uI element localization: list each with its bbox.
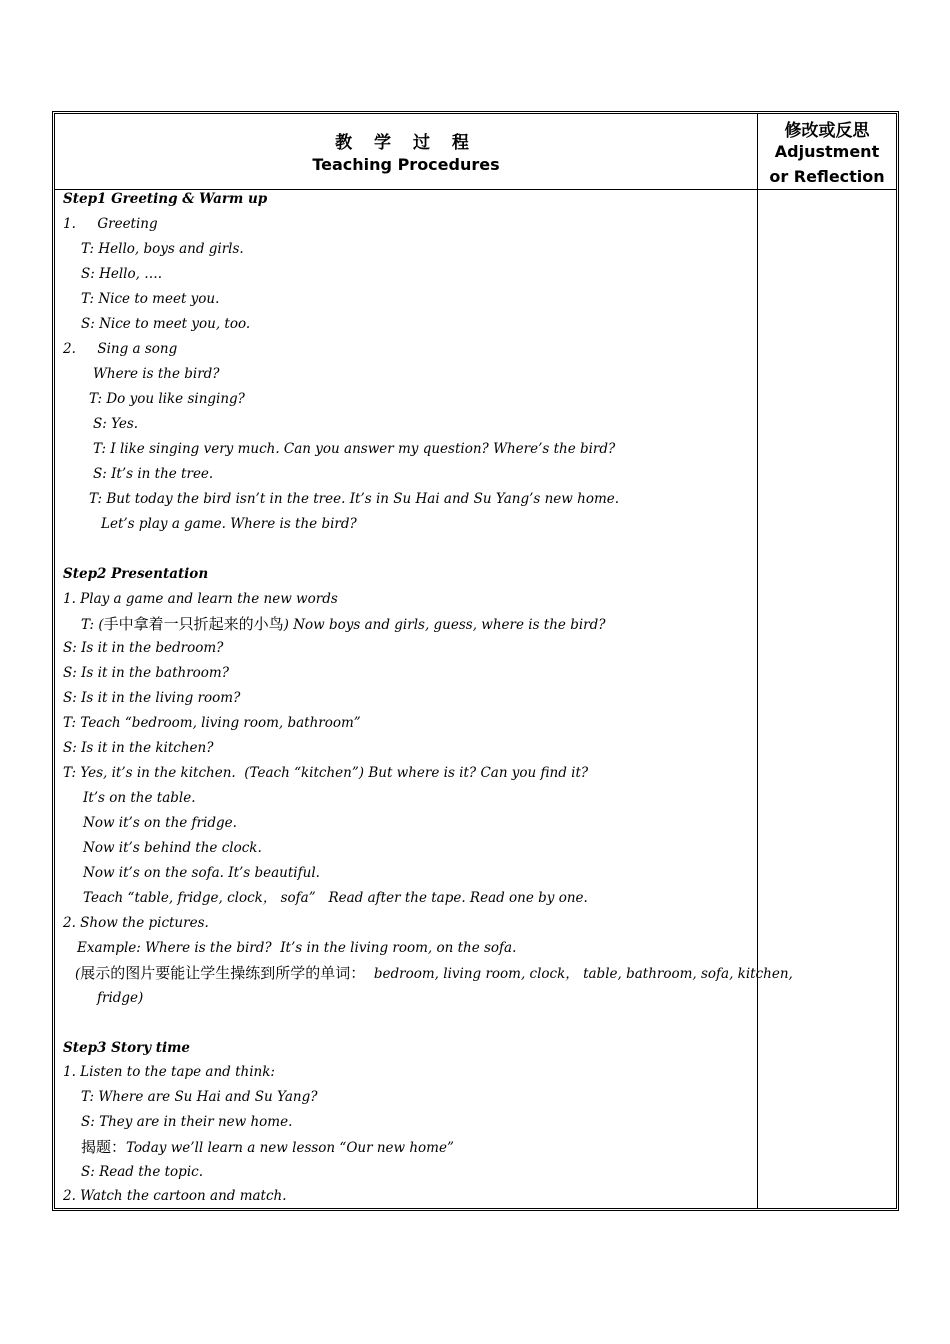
text-line: T: I like singing very much. Can you answer my question? Where’s the bird? — [93, 441, 616, 457]
column-divider — [757, 114, 758, 1208]
reflection-header — [758, 114, 896, 189]
text-span: T: ( — [81, 617, 104, 633]
procedures-title-en: Teaching Procedures — [312, 155, 500, 174]
text-line: Example: Where is the bird? It’s in the living room, on the sofa. — [77, 940, 517, 956]
text-span: Today we’ll learn a new lesson “Our new home” — [126, 1140, 454, 1156]
procedures-title-zh: 教 学 过 程 — [335, 133, 477, 153]
text-line: S: Read the topic. — [81, 1164, 203, 1180]
text-line: T: Where are Su Hai and Su Yang? — [81, 1089, 318, 1105]
text-line: S: Yes. — [93, 416, 139, 432]
step3-heading: Step3 Story time — [63, 1040, 190, 1056]
text-line: Teach “table, fridge, clock， sofa” Read after the tape. Read one by one. — [83, 890, 588, 906]
text-line: T: Hello, boys and girls. — [81, 241, 244, 257]
step1-heading: Step1 Greeting & Warm up — [63, 191, 268, 207]
reflection-title-en-2: or Reflection — [769, 167, 885, 186]
text-span-zh: 手中拿着一只折起来的小鸟 — [103, 615, 284, 633]
text-line: S: It’s in the tree. — [93, 466, 214, 482]
text-line: Let’s play a game. Where is the bird? — [101, 516, 357, 532]
reflection-title-en-1: Adjustment — [774, 142, 880, 161]
text-line: Now it’s on the sofa. It’s beautiful. — [83, 865, 320, 881]
procedures-header — [55, 114, 757, 189]
text-line: T: Teach “bedroom, living room, bathroom” — [63, 715, 361, 731]
text-line: Now it’s behind the clock. — [83, 840, 262, 856]
text-line — [81, 615, 606, 634]
step2-heading: Step2 Presentation — [63, 566, 209, 582]
text-span: bedroom, living room, clock， table, bathroom, sofa, kitchen, — [365, 966, 793, 982]
text-line: 2. Watch the cartoon and match. — [63, 1188, 287, 1204]
text-line: T: But today the bird isn’t in the tree. It’s in Su Hai and Su Yang’s new home. — [89, 491, 620, 507]
text-line: T: Do you like singing? — [89, 391, 245, 407]
text-line — [75, 964, 793, 983]
text-line: It’s on the table. — [83, 790, 196, 806]
text-line — [81, 1138, 454, 1157]
reflection-title-zh: 修改或反思 — [784, 121, 870, 141]
text-line: fridge) — [97, 990, 144, 1006]
text-span: ) Now boys and girls, guess, where is the bird? — [283, 617, 606, 633]
text-span: ( — [75, 966, 81, 982]
text-line: S: Hello, …. — [81, 266, 162, 282]
text-line: 2. Show the pictures. — [63, 915, 209, 931]
text-line: S: Nice to meet you, too. — [81, 316, 251, 332]
text-line: T: Yes, it’s in the kitchen. (Teach “kitchen”) But where is it? Can you find it? — [63, 765, 589, 781]
text-line: 1. Greeting — [63, 216, 158, 232]
text-line: 2. Sing a song — [63, 341, 178, 357]
text-line: Where is the bird? — [93, 366, 220, 382]
text-line: S: Is it in the bathroom? — [63, 665, 229, 681]
text-span-zh: 揭题： — [81, 1138, 127, 1156]
text-span-zh: 展示的图片要能让学生操练到所学的单词： — [80, 964, 366, 982]
lesson-plan-table — [52, 111, 899, 1211]
text-line: S: They are in their new home. — [81, 1114, 293, 1130]
text-line: S: Is it in the bedroom? — [63, 640, 224, 656]
text-line: 1. Listen to the tape and think: — [63, 1064, 275, 1080]
text-line: T: Nice to meet you. — [81, 291, 220, 307]
text-line: Now it’s on the fridge. — [83, 815, 237, 831]
text-line: 1. Play a game and learn the new words — [63, 591, 338, 607]
text-line: S: Is it in the kitchen? — [63, 740, 214, 756]
text-line: S: Is it in the living room? — [63, 690, 241, 706]
